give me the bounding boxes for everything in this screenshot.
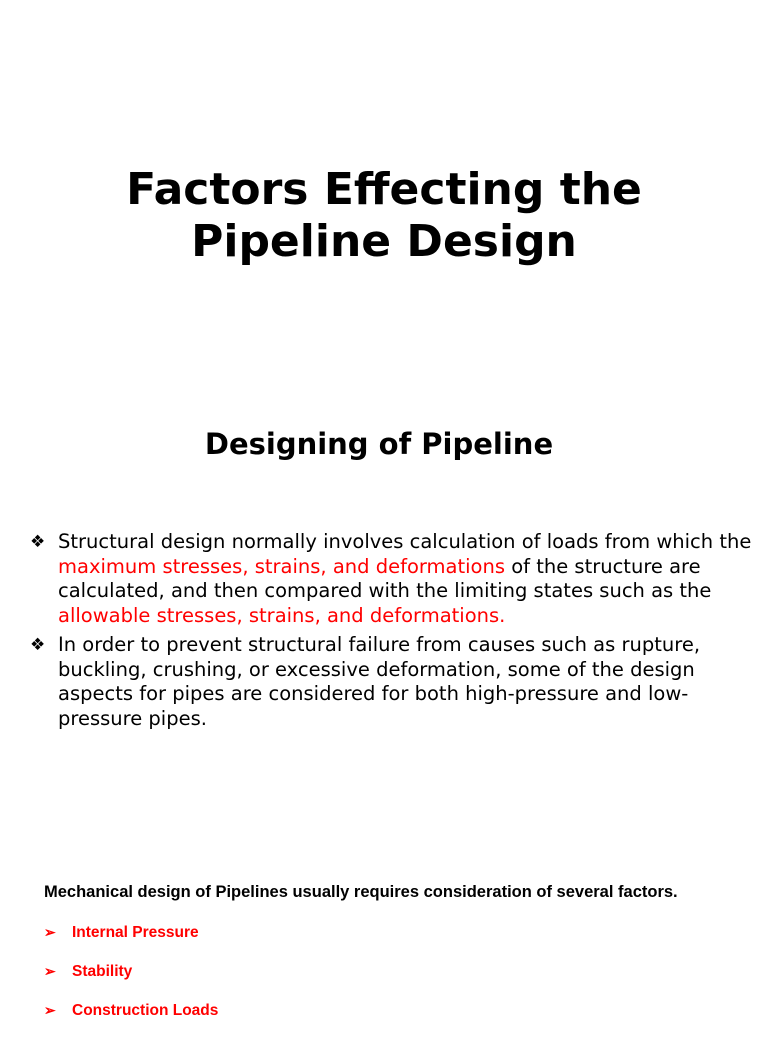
factor-label: Stability [72, 963, 133, 980]
section-heading: Designing of Pipeline [204, 427, 554, 461]
page-title-line-2: Pipeline Design [191, 216, 577, 267]
factor-item [44, 961, 218, 1000]
arrow-bullet-icon: ➢ [44, 963, 56, 979]
diamond-bullet-icon: ❖ [30, 635, 46, 655]
highlight-text: allowable stresses, strains, and deformations. [58, 603, 506, 627]
page-title [0, 164, 768, 268]
factor-item [44, 1000, 218, 1039]
bullet-text: of the structure are calculated, and then compared with the limiting states such as the [58, 554, 712, 602]
factors-list [44, 922, 218, 1039]
factor-item [44, 922, 218, 961]
arrow-bullet-icon: ➢ [44, 1002, 56, 1018]
page-title-line-1: Factors Effecting the [126, 164, 642, 215]
arrow-bullet-icon: ➢ [44, 924, 56, 940]
bullet-item-structural-failure [30, 633, 755, 731]
design-bullet-list [30, 530, 755, 736]
diamond-bullet-icon: ❖ [30, 532, 46, 552]
highlight-text: maximum stresses, strains, and deformations [58, 554, 506, 578]
bullet-text: In order to prevent structural failure from causes such as rupture, buckling, crushing, or excessive deformation, some of the design aspects for pipes are considered for both high-pressure and low-pressure pipes. [58, 633, 701, 730]
factors-intro: Mechanical design of Pipelines usually requires consideration of several factors. [44, 883, 678, 901]
factor-label: Construction Loads [72, 1002, 219, 1019]
bullet-text: Structural design normally involves calculation of loads from which the [58, 530, 752, 553]
bullet-item-structural-design [30, 530, 755, 628]
factor-label: Internal Pressure [72, 924, 199, 941]
